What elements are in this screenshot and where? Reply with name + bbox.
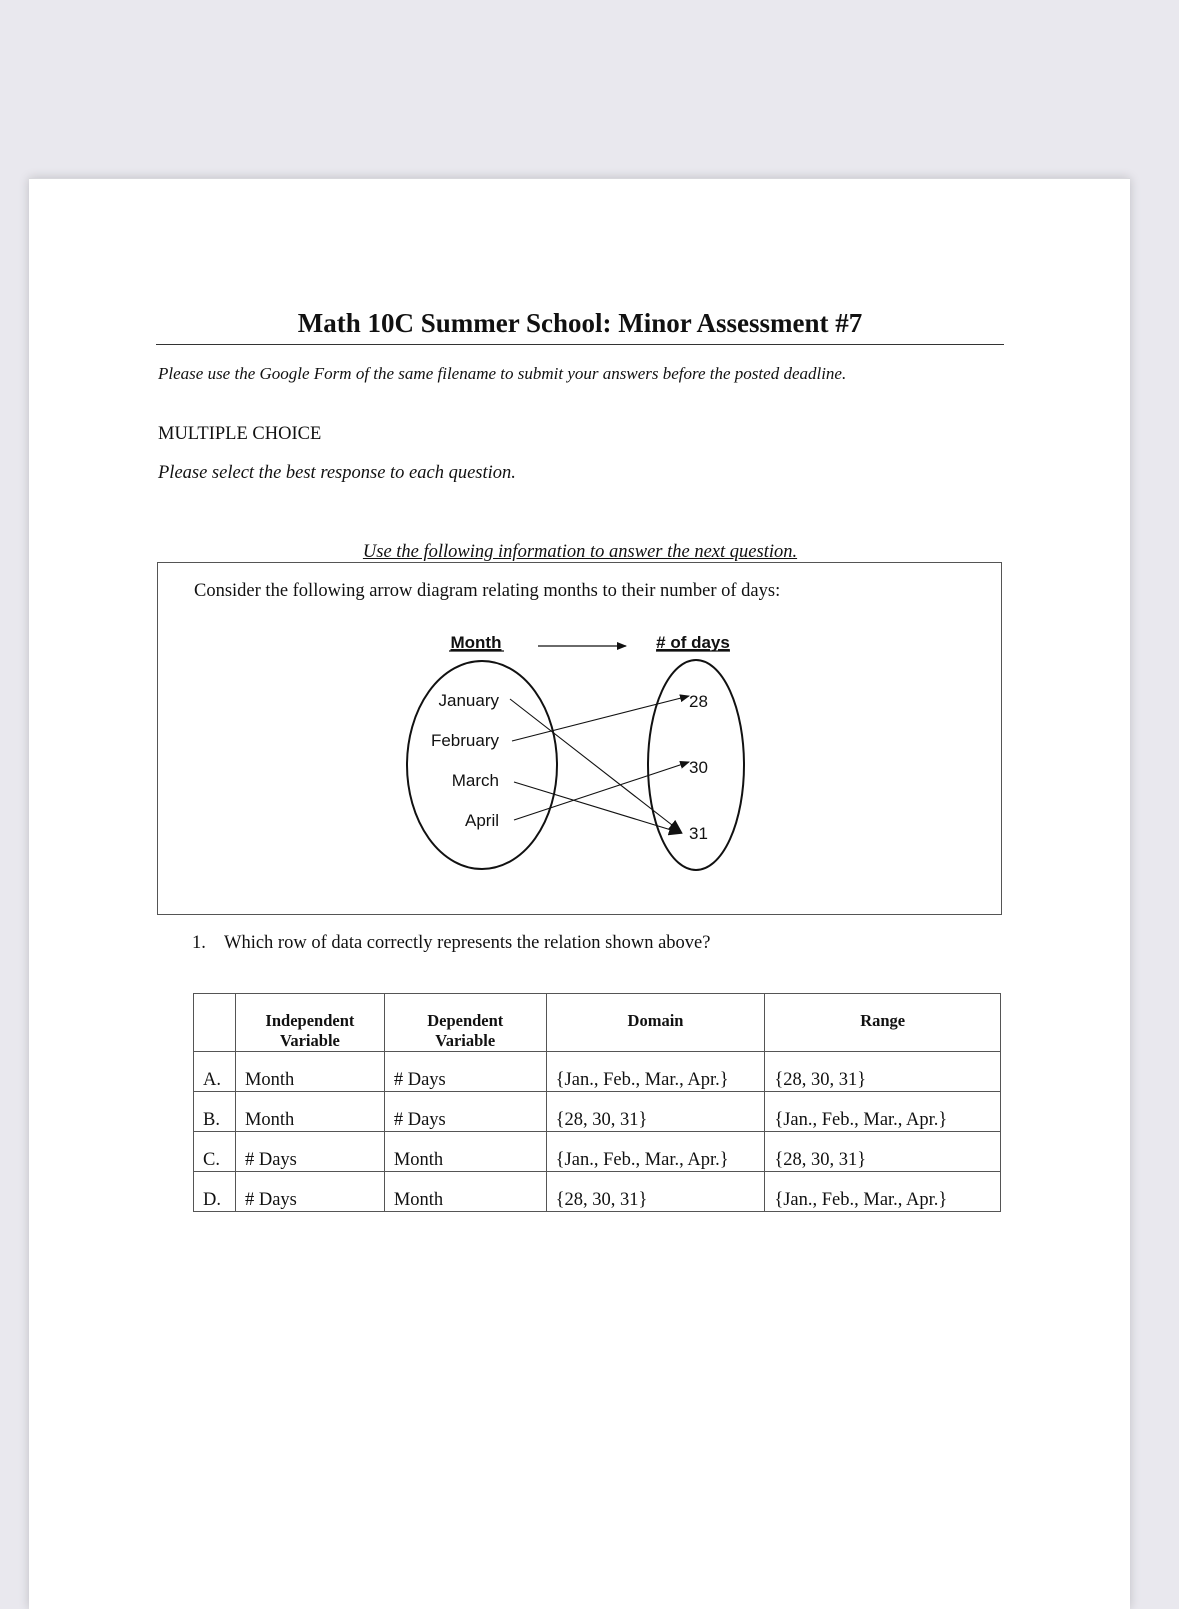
domain-cell: {28, 30, 31} [546, 1092, 765, 1132]
header-dependent-line1: Dependent [427, 1011, 504, 1030]
range-item-30: 30 [689, 758, 708, 777]
header-independent-line1: Independent [265, 1011, 355, 1030]
domain-item-april: April [464, 811, 499, 830]
table-row-a [194, 1052, 1001, 1092]
diagram-right-label: # of days [656, 633, 730, 652]
info-caption: Use the following information to answer the next question. [362, 542, 798, 562]
dependent-cell: Month [384, 1172, 546, 1212]
independent-cell: Month [235, 1092, 384, 1132]
option-letter: A. [194, 1052, 236, 1092]
section-heading: MULTIPLE CHOICE [158, 424, 322, 444]
submission-instructions: Please use the Google Form of the same filename to submit your answers before the posted deadline. [158, 364, 847, 383]
info-text: Consider the following arrow diagram relating months to their number of days: [194, 581, 781, 601]
range-cell: {Jan., Feb., Mar., Apr.} [765, 1092, 1001, 1132]
table-header-row [194, 994, 1001, 1052]
dependent-cell: # Days [384, 1092, 546, 1132]
range-cell: {Jan., Feb., Mar., Apr.} [765, 1172, 1001, 1212]
header-dependent-line2: Variable [435, 1031, 496, 1050]
option-letter: B. [194, 1092, 236, 1132]
title-divider [156, 344, 1004, 345]
range-item-31: 31 [689, 824, 708, 843]
option-letter: D. [194, 1172, 236, 1212]
dependent-cell: Month [384, 1132, 546, 1172]
independent-cell: # Days [235, 1132, 384, 1172]
arrow-february-28 [512, 696, 689, 741]
independent-cell: # Days [235, 1172, 384, 1212]
answer-table [193, 993, 1001, 1212]
question-number: 1. [192, 933, 206, 953]
range-cell: {28, 30, 31} [765, 1052, 1001, 1092]
arrow-march-31 [514, 782, 681, 833]
domain-item-march: March [451, 771, 499, 790]
diagram-left-label: Month [450, 633, 502, 652]
domain-item-january: January [438, 691, 499, 710]
header-domain: Domain [546, 994, 765, 1052]
table-row-d [194, 1172, 1001, 1212]
option-letter: C. [194, 1132, 236, 1172]
table-row-b [194, 1092, 1001, 1132]
table-row-c [194, 1132, 1001, 1172]
arrow-diagram [400, 625, 760, 880]
dependent-cell: # Days [384, 1052, 546, 1092]
domain-cell: {28, 30, 31} [546, 1172, 765, 1212]
range-cell: {28, 30, 31} [765, 1132, 1001, 1172]
domain-cell: {Jan., Feb., Mar., Apr.} [546, 1132, 765, 1172]
header-letter [194, 994, 236, 1052]
arrow-january-31 [510, 699, 681, 832]
range-item-28: 28 [689, 692, 708, 711]
domain-item-february: February [430, 731, 499, 750]
document-title: Math 10C Summer School: Minor Assessment #7 [297, 308, 863, 338]
independent-cell: Month [235, 1052, 384, 1092]
header-independent-variable [235, 994, 384, 1052]
header-range: Range [765, 994, 1001, 1052]
section-subheading: Please select the best response to each question. [158, 463, 516, 483]
header-independent-line2: Variable [279, 1031, 340, 1050]
question-1 [192, 933, 710, 954]
header-dependent-variable [384, 994, 546, 1052]
domain-cell: {Jan., Feb., Mar., Apr.} [546, 1052, 765, 1092]
question-text: Which row of data correctly represents the relation shown above? [224, 933, 711, 953]
